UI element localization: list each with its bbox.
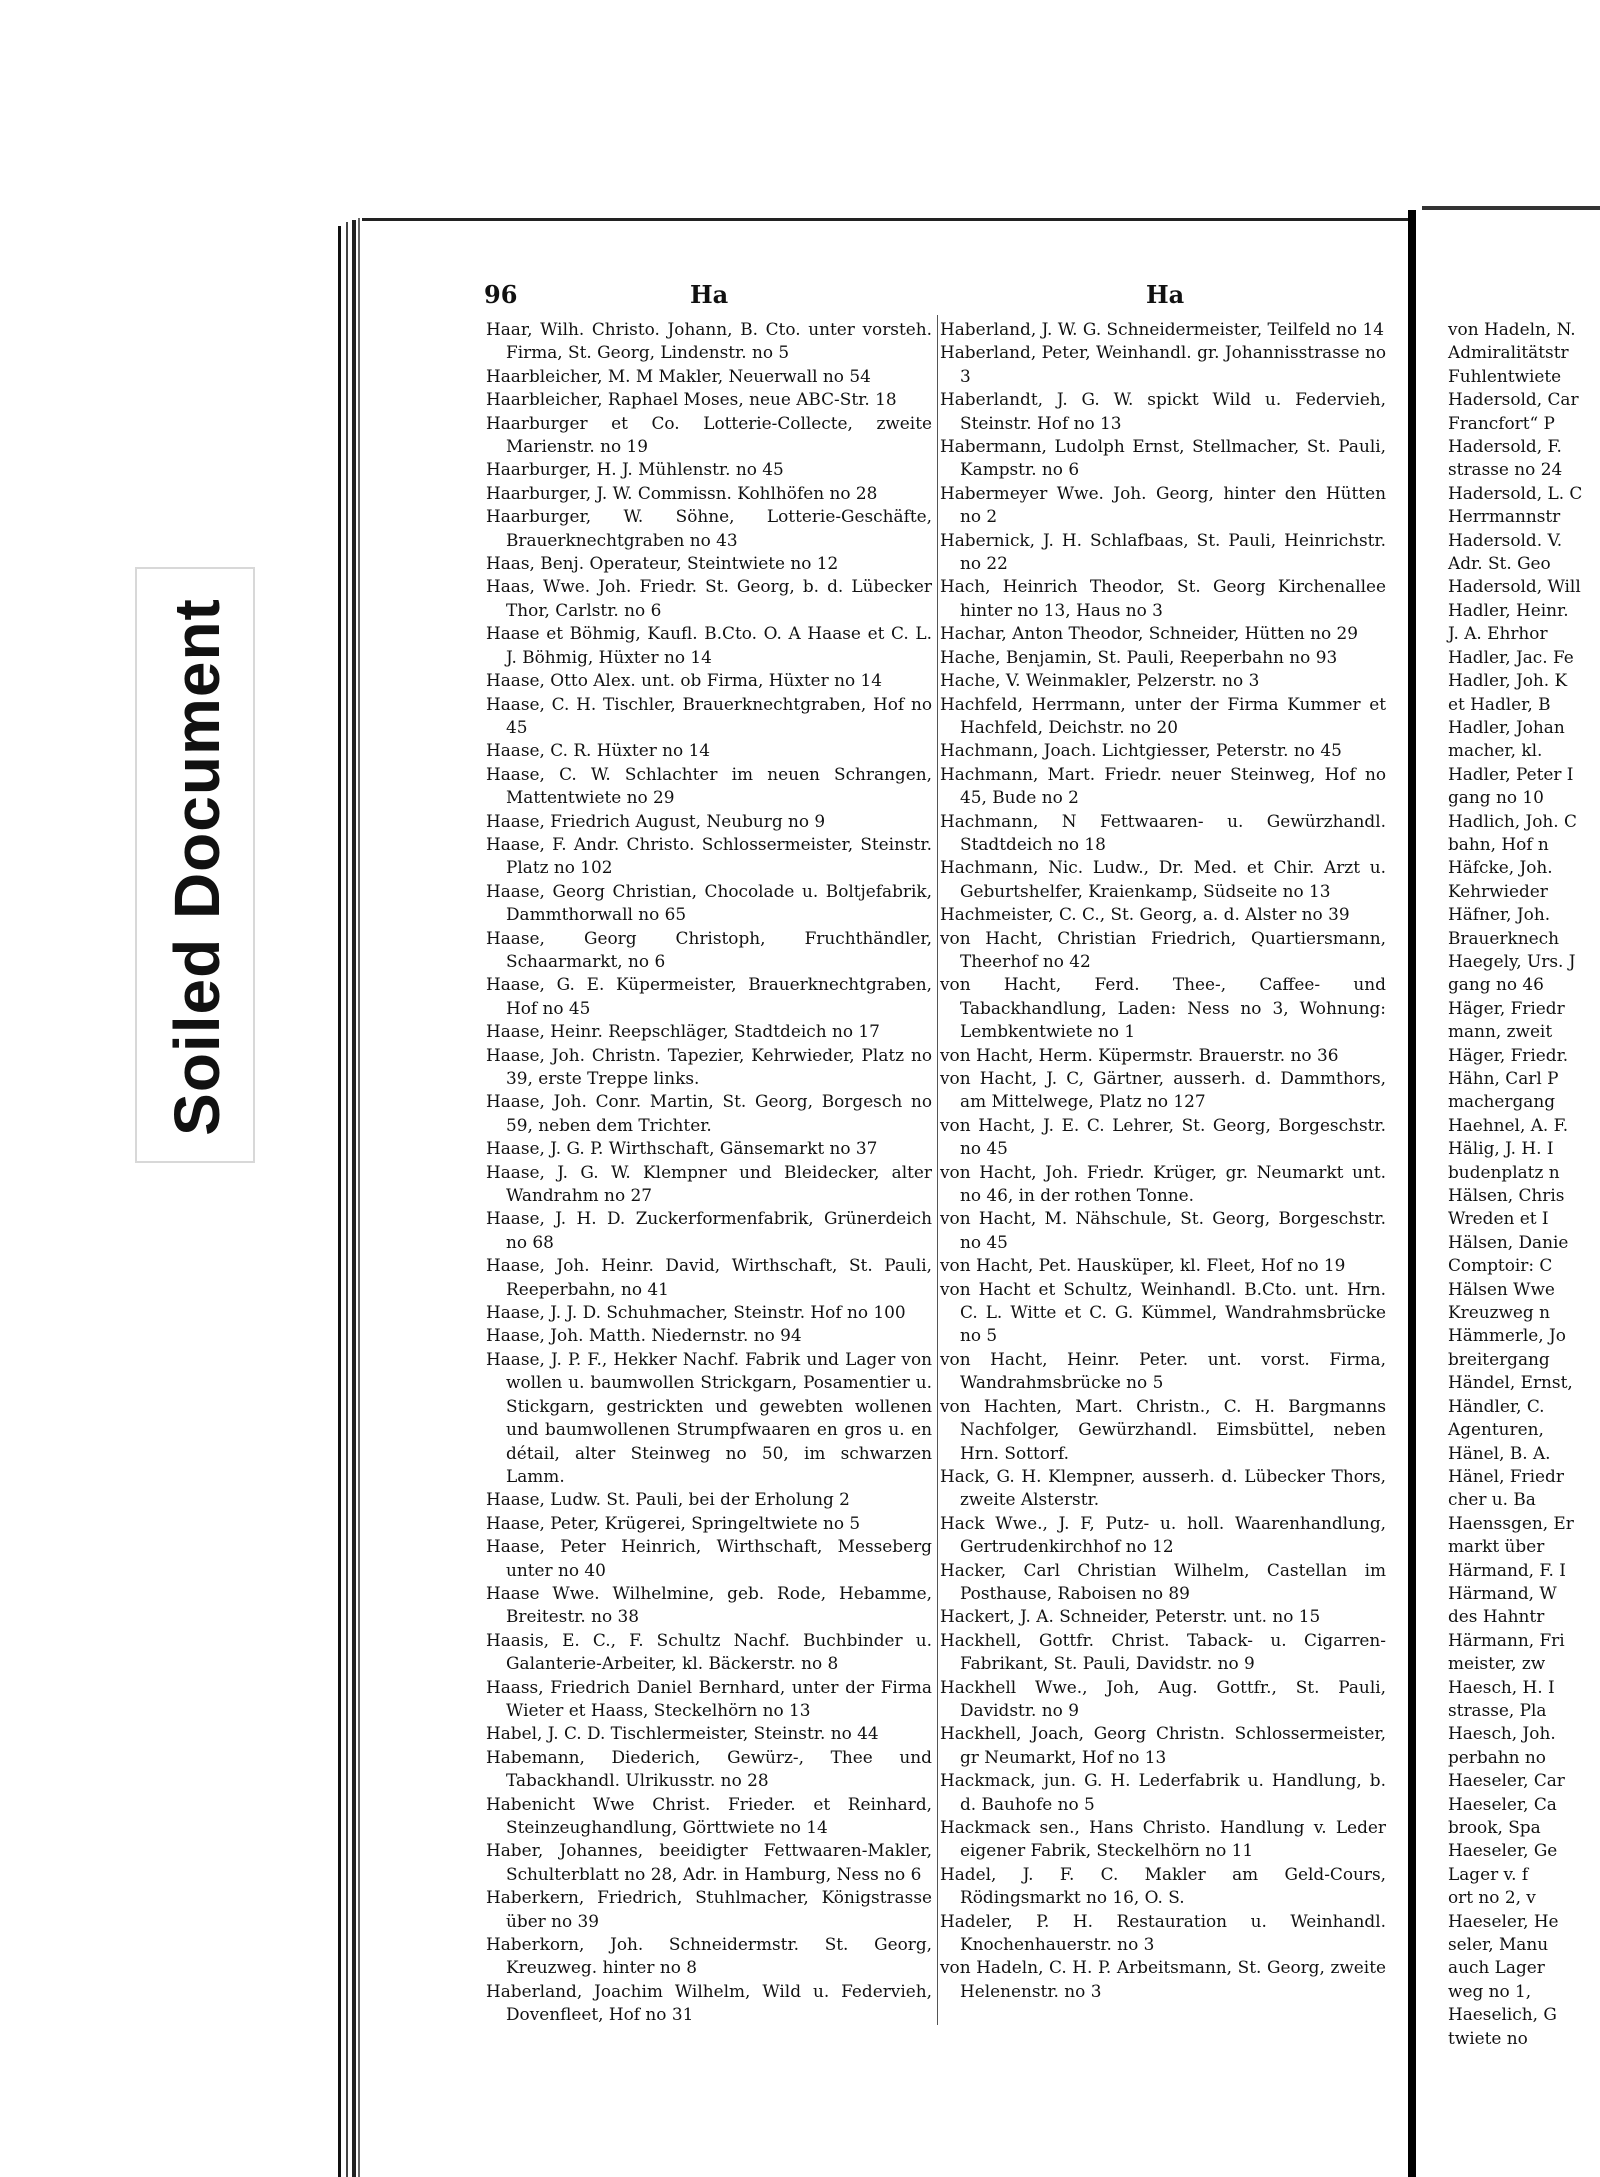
directory-entry: markt über [1448,1536,1545,1557]
page-edge-left-3 [352,220,356,2177]
directory-entry: macher, kl. [1448,740,1543,761]
directory-entry: Brauerknech [1448,927,1559,948]
directory-entry: Hachmann, Nic. Ludw., Dr. Med. et Chir. Arzt u. Geburtshelfer, Kraienkamp, Südseite no 13 [940,857,1386,901]
directory-entry: Härmann, Fri [1448,1629,1565,1650]
directory-entry: Hämmerle, Jo [1448,1325,1566,1346]
directory-entry: des Hahntr [1448,1606,1545,1627]
directory-entry: Haarbleicher, Raphael Moses, neue ABC-Str. 18 [486,389,897,410]
directory-entry: Admiralitätstr [1448,342,1569,363]
directory-entry: Lager v. f [1448,1863,1529,1884]
directory-entry: Haase, Joh. Heinr. David, Wirthschaft, St. Pauli, Reeperbahn, no 41 [486,1255,932,1299]
directory-entry: Hänel, Friedr [1448,1465,1564,1486]
directory-entry: Habel, J. C. D. Tischlermeister, Steinstr. no 44 [486,1723,879,1744]
directory-entry: von Hadeln, C. H. P. Arbeitsmann, St. Georg, zweite Helenenstr. no 3 [940,1957,1386,2001]
directory-entry: Hadler, Jac. Fe [1448,646,1574,667]
directory-entry: Hache, V. Weinmakler, Pelzerstr. no 3 [940,670,1260,691]
directory-entry: Hadler, Heinr. [1448,599,1569,620]
directory-entry: Hadersold, L. C [1448,482,1583,503]
directory-entry: Härmand, W [1448,1582,1557,1603]
directory-entry: Haase, C. W. Schlachter im neuen Schrangen, Mattentwiete no 29 [486,763,932,808]
directory-entry: auch Lager [1448,1957,1545,1978]
directory-entry: Haeselich, G [1448,2004,1557,2025]
directory-entry: Hachmann, N Fettwaaren- u. Gewürzhandl. Stadtdeich no 18 [940,810,1386,854]
directory-entry: Haase, Joh. Christn. Tapezier, Kehrwieder, Platz no 39, erste Treppe links. [486,1044,932,1088]
directory-entry: Haase, Otto Alex. unt. ob Firma, Hüxter no 14 [486,670,883,691]
directory-entry: seler, Manu [1448,1934,1549,1955]
directory-entry: Haase, J. G. P. Wirthschaft, Gänsemarkt no 37 [486,1138,878,1159]
directory-entry: Haase, Joh. Conr. Martin, St. Georg, Borgesch no 59, neben dem Trichter. [486,1091,932,1135]
directory-entry: Haesch, Joh. [1448,1723,1556,1744]
directory-entry: Haase, Heinr. Reepschläger, Stadtdeich no 17 [486,1021,880,1042]
directory-entry: Händler, C. [1448,1395,1545,1416]
directory-entry: Hackmack sen., Hans Christo. Handlung v. Leder eigener Fabrik, Steckelhörn no 11 [940,1817,1386,1861]
directory-entry: Haas, Benj. Operateur, Steintwiete no 12 [486,553,839,574]
directory-entry: Hach, Heinrich Theodor, St. Georg Kirchenallee hinter no 13, Haus no 3 [940,576,1386,620]
page-edge-left-4 [358,218,360,2177]
directory-entry: Adr. St. Geo [1448,553,1551,574]
directory-entry: Hadersold, Car [1448,389,1579,410]
directory-entry: Haar, Wilh. Christo. Johann, B. Cto. unter vorsteh. Firma, St. Georg, Lindenstr. no 5 [486,319,932,363]
directory-entry: Haase et Böhmig, Kaufl. B.Cto. O. A Haase et C. L. J. Böhmig, Hüxter no 14 [486,623,932,667]
directory-entry: Haehnel, A. F. [1448,1114,1569,1135]
page-number: 96 [484,280,518,309]
directory-entry: Hadersold, Will [1448,576,1581,597]
directory-entry: Haase, Joh. Matth. Niedernstr. no 94 [486,1325,802,1346]
directory-entry: von Hacht, Pet. Hausküper, kl. Fleet, Hof no 19 [940,1255,1346,1276]
directory-entry: Hänel, B. A. [1448,1442,1551,1463]
directory-entry: Haase Wwe. Wilhelmine, geb. Rode, Hebamme, Breitestr. no 38 [486,1582,932,1627]
directory-entry: Hälsen, Chris [1448,1185,1565,1206]
directory-entry: Hadel, J. F. C. Makler am Geld-Cours, Rödingsmarkt no 16, O. S. [940,1863,1386,1908]
directory-entry: Kreuzweg n [1448,1302,1550,1323]
directory-entry: Hälsen, Danie [1448,1231,1569,1252]
directory-entry: Haarburger, J. W. Commissn. Kohlhöfen no 28 [486,482,878,503]
directory-entry: Haarburger, W. Söhne, Lotterie-Geschäfte, Brauerknechtgraben no 43 [486,506,932,550]
directory-entry: von Hacht, J. C, Gärtner, ausserh. d. Dammthors, am Mittelwege, Platz no 127 [940,1068,1386,1112]
directory-entry: Haase, Peter Heinrich, Wirthschaft, Messeberg unter no 40 [486,1536,932,1580]
directory-entry: Haberlandt, J. G. W. spickt Wild u. Federvieh, Steinstr. Hof no 13 [940,389,1386,433]
directory-entry: von Hadeln, N. [1448,319,1576,339]
directory-entry: budenplatz n [1448,1161,1560,1182]
directory-entry: Haase, G. E. Küpermeister, Brauerknechtgraben, Hof no 45 [486,974,932,1018]
directory-entry: Haegely, Urs. J [1448,950,1576,971]
directory-entry: perbahn no [1448,1746,1546,1767]
next-page-top-edge [1422,206,1600,210]
directory-entry: Haberland, J. W. G. Schneidermeister, Teilfeld no 14 [940,319,1384,339]
directory-entry: Häger, Friedr. [1448,1044,1569,1065]
directory-entry: Haarburger et Co. Lotterie-Collecte, zweite Marienstr. no 19 [486,412,932,457]
directory-entry: von Hacht et Schultz, Weinhandl. B.Cto. unt. Hrn. C. L. Witte et C. G. Kümmel, Wandrahmsbrücke no 5 [940,1278,1386,1346]
directory-entry: Hachmeister, C. C., St. Georg, a. d. Alster no 39 [940,904,1350,925]
directory-entry: twiete no [1448,2027,1528,2048]
directory-entry: Haase, Georg Christian, Chocolade u. Boltjefabrik, Dammthorwall no 65 [486,880,932,925]
directory-entry: Haasis, E. C., F. Schultz Nachf. Buchbinder u. Galanterie-Arbeiter, kl. Bäckerstr. no 8 [486,1629,932,1674]
directory-entry: Hadler, Peter I [1448,763,1574,784]
directory-entry: Habernick, J. H. Schlafbaas, St. Pauli, Heinrichstr. no 22 [940,529,1386,574]
directory-entry: Agenturen, [1448,1419,1544,1440]
directory-entry: Härmand, F. I [1448,1559,1566,1580]
directory-entry: Habemann, Diederich, Gewürz-, Thee und Tabackhandl. Ulrikusstr. no 28 [486,1746,932,1791]
directory-entry: Hachmann, Joach. Lichtgiesser, Peterstr. no 45 [940,740,1342,761]
directory-entry: Haase, Friedrich August, Neuburg no 9 [486,810,826,831]
directory-entry: Haeseler, He [1448,1910,1559,1931]
directory-entry: Häger, Friedr [1448,997,1565,1018]
directory-entry: Haase, Peter, Krügerei, Springeltwiete no 5 [486,1512,861,1533]
directory-entry: Hälig, J. H. I [1448,1138,1554,1159]
directory-entry: breitergang [1448,1348,1550,1369]
directory-entry: Haarburger, H. J. Mühlenstr. no 45 [486,459,784,480]
directory-entry: Haberland, Joachim Wilhelm, Wild u. Federvieh, Dovenfleet, Hof no 31 [486,1980,932,2025]
directory-entry: Hadlich, Joh. C [1448,810,1577,831]
directory-entry: von Hacht, J. E. C. Lehrer, St. Georg, Borgeschstr. no 45 [940,1114,1386,1159]
directory-entry: Haase, J. G. W. Klempner und Bleidecker, alter Wandrahm no 27 [486,1161,932,1206]
page-top-edge [362,218,1414,221]
directory-entry: Hadler, Johan [1448,716,1565,737]
directory-entry: Hähn, Carl P [1448,1068,1559,1088]
directory-entry: Haarbleicher, M. M Makler, Neuerwall no 54 [486,365,871,386]
directory-entry: Habermeyer Wwe. Joh. Georg, hinter den Hütten no 2 [940,482,1386,527]
directory-entry: Haeseler, Car [1448,1770,1565,1791]
directory-entry: mann, zweit [1448,1021,1553,1042]
directory-entry: Hadler, Joh. K [1448,670,1568,691]
directory-entry: Haase, J. P. F., Hekker Nachf. Fabrik und Lager von wollen u. baumwollen Strickgarn, Posamentier u. Stickgarn, gestrickten und gewebten wollenen und baumwollenen Strumpfwaaren en gros u. en détail, alter Steinweg no 50, im schwarzen Lamm. [486,1348,932,1486]
directory-entry: Hadersold, F. [1448,436,1562,457]
directory-entry: Häfcke, Joh. [1448,857,1553,878]
directory-entry: et Hadler, B [1448,693,1551,714]
directory-entry: ort no 2, v [1448,1887,1536,1908]
directory-entry: Haase, C. R. Hüxter no 14 [486,740,711,761]
directory-entry: Kehrwieder [1448,880,1548,901]
directory-entry: Haase, C. H. Tischler, Brauerknechtgraben, Hof no 45 [486,693,932,737]
directory-entry: von Hacht, Ferd. Thee-, Caffee- und Tabackhandlung, Laden: Ness no 3, Wohnung: Lembkentwiete no 1 [940,974,1386,1042]
directory-entry: gang no 46 [1448,974,1544,995]
directory-entry: Haenssgen, Er [1448,1512,1574,1533]
directory-entry: Haase, F. Andr. Christo. Schlossermeister, Steinstr. Platz no 102 [486,833,932,878]
directory-entry: Händel, Ernst, [1448,1372,1573,1393]
directory-entry: Haase, J. J. D. Schuhmacher, Steinstr. Hof no 100 [486,1302,906,1323]
directory-entry: Haberland, Peter, Weinhandl. gr. Johannisstrasse no 3 [940,342,1386,386]
directory-entry: weg no 1, [1448,1980,1532,2001]
directory-entry: gang no 10 [1448,787,1544,808]
directory-entry: Comptoir: C [1448,1255,1553,1276]
directory-entry: bahn, Hof n [1448,833,1549,854]
directory-entry: Haeseler, Ca [1448,1793,1557,1814]
directory-entry: cher u. Ba [1448,1489,1536,1510]
directory-entry: Habermann, Ludolph Ernst, Stellmacher, St. Pauli, Kampstr. no 6 [940,436,1386,480]
directory-entry: Hadeler, P. H. Restauration u. Weinhandl. Knochenhauerstr. no 3 [940,1910,1386,1955]
soiled-document-text: Soiled Document [161,598,233,1136]
directory-entry: Hackert, J. A. Schneider, Peterstr. unt. no 15 [940,1606,1321,1627]
directory-entry: strasse, Pla [1448,1699,1547,1720]
directory-entry: Habenicht Wwe Christ. Frieder. et Reinhard, Steinzeughandlung, Görttwiete no 14 [486,1793,932,1837]
directory-entry: Hacker, Carl Christian Wilhelm, Castellan im Posthause, Raboisen no 89 [940,1559,1386,1603]
page-edge-left-2 [346,222,348,2177]
directory-entry: von Hacht, Christian Friedrich, Quartiersmann, Theerhof no 42 [940,927,1386,971]
directory-entry: Hackhell, Joach, Georg Christn. Schlossermeister, gr Neumarkt, Hof no 13 [940,1723,1386,1767]
directory-entry: Hache, Benjamin, St. Pauli, Reeperbahn no 93 [940,646,1338,667]
directory-entry: Wreden et I [1448,1208,1549,1229]
directory-entry: machergang [1448,1091,1556,1112]
directory-entry: Haase, Georg Christoph, Fruchthändler, Schaarmarkt, no 6 [486,927,932,971]
column-divider [937,315,938,2025]
directory-entry: von Hacht, Herm. Küpermstr. Brauerstr. no 36 [940,1044,1339,1065]
directory-entry: von Hachten, Mart. Christn., C. H. Bargmanns Nachfolger, Gewürzhandl. Eimsbüttel, neben Hrn. Sottorf. [940,1395,1386,1463]
directory-entry: Häfner, Joh. [1448,904,1551,925]
directory-entry: Hack, G. H. Klempner, ausserh. d. Lübecker Thors, zweite Alsterstr. [940,1465,1386,1510]
directory-entry: meister, zw [1448,1653,1546,1674]
directory-entry: Hack Wwe., J. F, Putz- u. holl. Waarenhandlung, Gertrudenkirchhof no 12 [940,1512,1386,1557]
running-head-left: Ha [690,280,729,309]
directory-entry: Hachmann, Mart. Friedr. neuer Steinweg, Hof no 45, Bude no 2 [940,763,1386,808]
directory-entry: Hachar, Anton Theodor, Schneider, Hütten no 29 [940,623,1358,644]
directory-entry: Haesch, H. I [1448,1676,1555,1697]
directory-entry: Hadersold. V. [1448,529,1563,550]
directory-entry: Haase, J. H. D. Zuckerformenfabrik, Grünerdeich no 68 [486,1208,932,1252]
directory-entry: von Hacht, Joh. Friedr. Krüger, gr. Neumarkt unt. no 46, in der rothen Tonne. [940,1161,1386,1206]
directory-entry: Fuhlentwiete [1448,365,1562,386]
directory-entry: Francfort“ P [1448,412,1555,433]
directory-entry: Herrmannstr [1448,506,1561,527]
directory-entry: Haeseler, Ge [1448,1840,1558,1861]
directory-entry: strasse no 24 [1448,459,1563,480]
directory-entry: von Hacht, M. Nähschule, St. Georg, Borgeschstr. no 45 [940,1208,1386,1252]
directory-entry: Hachfeld, Herrmann, unter der Firma Kummer et Hachfeld, Deichstr. no 20 [940,693,1386,737]
directory-entry: von Hacht, Heinr. Peter. unt. vorst. Firma, Wandrahmsbrücke no 5 [940,1348,1386,1393]
directory-entry: Haberkern, Friedrich, Stuhlmacher, Königstrasse über no 39 [486,1887,932,1931]
directory-entry: Haass, Friedrich Daniel Bernhard, unter der Firma Wieter et Haass, Steckelhörn no 13 [486,1676,932,1720]
directory-entry: J. A. Ehrhor [1448,623,1548,644]
directory-entry: Haber, Johannes, beeidigter Fettwaaren-Makler, Schulterblatt no 28, Adr. in Hamburg, Ness no 6 [486,1840,932,1884]
directory-entry: Haas, Wwe. Joh. Friedr. St. Georg, b. d. Lübecker Thor, Carlstr. no 6 [486,576,932,620]
directory-entry: Hackhell, Gottfr. Christ. Taback- u. Cigarren-Fabrikant, St. Pauli, Davidstr. no 9 [940,1629,1386,1674]
directory-entry: Haberkorn, Joh. Schneidermstr. St. Georg, Kreuzweg. hinter no 8 [486,1934,932,1978]
left-column [486,318,932,2027]
running-head-right: Ha [1146,280,1185,309]
soiled-document-label [135,567,255,1163]
directory-entry: Haase, Ludw. St. Pauli, bei der Erholung 2 [486,1489,850,1510]
directory-entry: Hackhell Wwe., Joh, Aug. Gottfr., St. Pauli, Davidstr. no 9 [940,1676,1386,1720]
page-edge-left [338,226,341,2177]
right-column [940,318,1386,2003]
next-page-column [1448,318,1600,2050]
directory-entry: Hackmack, jun. G. H. Lederfabrik u. Handlung, b. d. Bauhofe no 5 [940,1770,1386,1814]
directory-entry: brook, Spa [1448,1817,1541,1837]
directory-entry: Hälsen Wwe [1448,1278,1555,1299]
